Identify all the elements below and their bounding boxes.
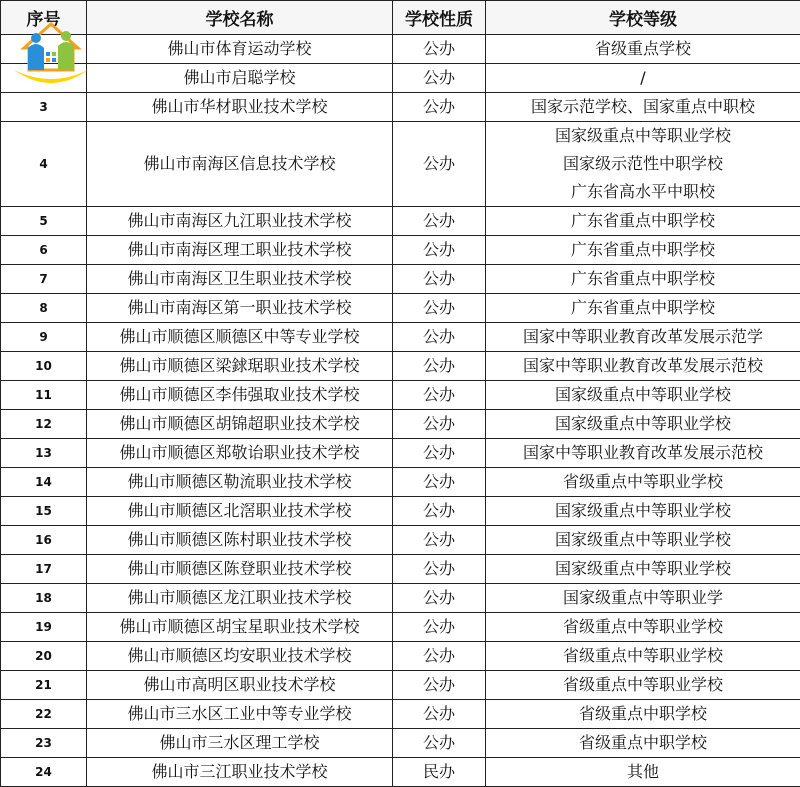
school-type: 公办 (393, 64, 486, 93)
school-type: 公办 (393, 265, 486, 294)
school-name: 佛山市三水区工业中等专业学校 (87, 700, 393, 729)
grade-line: 国家级重点中等职业学校 (486, 555, 800, 583)
table-row (1, 671, 800, 700)
row-number: 8 (1, 294, 87, 323)
row-number: 19 (1, 613, 87, 642)
school-grade (486, 352, 800, 381)
school-name: 佛山市顺德区李伟强取业技术学校 (87, 381, 393, 410)
school-name: 佛山市南海区信息技术学校 (87, 122, 393, 207)
school-type: 公办 (393, 729, 486, 758)
row-number: 23 (1, 729, 87, 758)
table-row (1, 207, 800, 236)
row-number: 22 (1, 700, 87, 729)
school-grade (486, 671, 800, 700)
school-name: 佛山市启聪学校 (87, 64, 393, 93)
school-name: 佛山市顺德区均安职业技术学校 (87, 642, 393, 671)
school-type: 公办 (393, 207, 486, 236)
grade-line: 国家级重点中等职业学校 (486, 122, 800, 150)
school-grade (486, 468, 800, 497)
header-name: 学校名称 (87, 1, 393, 35)
row-number: 9 (1, 323, 87, 352)
school-grade (486, 93, 800, 122)
table-row (1, 381, 800, 410)
school-grade (486, 439, 800, 468)
table-row (1, 323, 800, 352)
school-grade (486, 497, 800, 526)
grade-line: 国家级重点中等职业学校 (486, 497, 800, 525)
school-type: 公办 (393, 555, 486, 584)
table-header-row (1, 1, 800, 35)
school-name: 佛山市三江职业技术学校 (87, 758, 393, 787)
row-number: 5 (1, 207, 87, 236)
table-row (1, 439, 800, 468)
school-type: 公办 (393, 497, 486, 526)
school-type: 公办 (393, 352, 486, 381)
grade-line: 国家中等职业教育改革发展示范校 (486, 352, 800, 380)
table-row (1, 526, 800, 555)
school-name: 佛山市顺德区郑敬诒职业技术学校 (87, 439, 393, 468)
school-grade (486, 381, 800, 410)
grade-line: / (486, 64, 800, 92)
school-name: 佛山市顺德区胡锦超职业技术学校 (87, 410, 393, 439)
header-num: 序号 (1, 1, 87, 35)
school-type: 公办 (393, 584, 486, 613)
grade-line: 国家中等职业教育改革发展示范校 (486, 439, 800, 467)
row-number: 17 (1, 555, 87, 584)
grade-line: 国家级重点中等职业学校 (486, 410, 800, 438)
school-type: 公办 (393, 439, 486, 468)
grade-line: 省级重点学校 (486, 35, 800, 63)
grade-line: 国家级重点中等职业学 (486, 584, 800, 612)
school-type: 公办 (393, 93, 486, 122)
row-number: 13 (1, 439, 87, 468)
school-type: 公办 (393, 642, 486, 671)
table-row (1, 352, 800, 381)
grade-line: 广东省重点中职学校 (486, 294, 800, 322)
school-grade (486, 555, 800, 584)
row-number: 10 (1, 352, 87, 381)
row-number: 4 (1, 122, 87, 207)
school-type: 公办 (393, 410, 486, 439)
grade-line: 广东省重点中职学校 (486, 207, 800, 235)
grade-line: 省级重点中等职业学校 (486, 642, 800, 670)
table-row (1, 700, 800, 729)
table-row (1, 555, 800, 584)
table-row (1, 93, 800, 122)
school-name: 佛山市高明区职业技术学校 (87, 671, 393, 700)
school-grade (486, 35, 800, 64)
table-row (1, 642, 800, 671)
table-row (1, 468, 800, 497)
school-grade (486, 64, 800, 93)
school-type: 公办 (393, 526, 486, 555)
school-grade (486, 236, 800, 265)
table-row (1, 613, 800, 642)
school-grade (486, 758, 800, 787)
table-row (1, 265, 800, 294)
grade-line: 省级重点中职学校 (486, 700, 800, 728)
house-family-logo-icon (10, 18, 92, 84)
grade-line: 国家级重点中等职业学校 (486, 526, 800, 554)
grade-line: 省级重点中职学校 (486, 729, 800, 757)
school-name: 佛山市华材职业技术学校 (87, 93, 393, 122)
row-number: 24 (1, 758, 87, 787)
school-type: 公办 (393, 294, 486, 323)
school-name: 佛山市顺德区梁銶琚职业技术学校 (87, 352, 393, 381)
school-grade (486, 323, 800, 352)
school-name: 佛山市顺德区陈村职业技术学校 (87, 526, 393, 555)
school-type: 公办 (393, 323, 486, 352)
grade-line: 省级重点中等职业学校 (486, 613, 800, 641)
row-number: 14 (1, 468, 87, 497)
table-row (1, 410, 800, 439)
school-name: 佛山市南海区卫生职业技术学校 (87, 265, 393, 294)
table-row (1, 122, 800, 207)
row-number: 3 (1, 93, 87, 122)
table-row (1, 729, 800, 758)
school-type: 民办 (393, 758, 486, 787)
school-type: 公办 (393, 381, 486, 410)
header-type: 学校性质 (393, 1, 486, 35)
school-grade (486, 122, 800, 207)
grade-line: 省级重点中等职业学校 (486, 671, 800, 699)
grade-line: 国家中等职业教育改革发展示范学 (486, 323, 800, 351)
school-name: 佛山市南海区理工职业技术学校 (87, 236, 393, 265)
row-number: 20 (1, 642, 87, 671)
table-row (1, 497, 800, 526)
school-type: 公办 (393, 35, 486, 64)
school-name: 佛山市南海区九江职业技术学校 (87, 207, 393, 236)
row-number: 7 (1, 265, 87, 294)
school-name: 佛山市顺德区胡宝星职业技术学校 (87, 613, 393, 642)
grade-line: 广东省重点中职学校 (486, 236, 800, 264)
table-body (1, 35, 800, 787)
grade-line: 国家级重点中等职业学校 (486, 381, 800, 409)
school-name: 佛山市顺德区龙江职业技术学校 (87, 584, 393, 613)
school-grade (486, 207, 800, 236)
school-name: 佛山市顺德区北滘职业技术学校 (87, 497, 393, 526)
table-row (1, 584, 800, 613)
school-name: 佛山市南海区第一职业技术学校 (87, 294, 393, 323)
school-name: 佛山市顺德区顺德区中等专业学校 (87, 323, 393, 352)
school-name: 佛山市顺德区陈登职业技术学校 (87, 555, 393, 584)
school-type: 公办 (393, 700, 486, 729)
school-type: 公办 (393, 236, 486, 265)
table-row (1, 294, 800, 323)
row-number: 16 (1, 526, 87, 555)
school-grade (486, 265, 800, 294)
school-grade (486, 294, 800, 323)
school-grade (486, 700, 800, 729)
school-type: 公办 (393, 468, 486, 497)
grade-line: 国家示范学校、国家重点中职校 (486, 93, 800, 121)
school-name: 佛山市顺德区勒流职业技术学校 (87, 468, 393, 497)
school-name: 佛山市三水区理工学校 (87, 729, 393, 758)
grade-line: 省级重点中等职业学校 (486, 468, 800, 496)
school-type: 公办 (393, 122, 486, 207)
table-row (1, 64, 800, 93)
school-name: 佛山市体育运动学校 (87, 35, 393, 64)
row-number: 12 (1, 410, 87, 439)
grade-line: 广东省高水平中职校 (486, 178, 800, 206)
school-grade (486, 526, 800, 555)
school-type: 公办 (393, 671, 486, 700)
table-row (1, 758, 800, 787)
school-grade (486, 613, 800, 642)
school-grade (486, 729, 800, 758)
row-number: 21 (1, 671, 87, 700)
row-number: 6 (1, 236, 87, 265)
school-grade (486, 642, 800, 671)
grade-line: 国家级示范性中职学校 (486, 150, 800, 178)
school-grade (486, 584, 800, 613)
row-number: 15 (1, 497, 87, 526)
school-type: 公办 (393, 613, 486, 642)
row-number: 18 (1, 584, 87, 613)
grade-line: 广东省重点中职学校 (486, 265, 800, 293)
table-row (1, 35, 800, 64)
table-row (1, 236, 800, 265)
school-grade (486, 410, 800, 439)
row-number: 11 (1, 381, 87, 410)
header-grade: 学校等级 (486, 1, 800, 35)
grade-line: 其他 (486, 758, 800, 786)
